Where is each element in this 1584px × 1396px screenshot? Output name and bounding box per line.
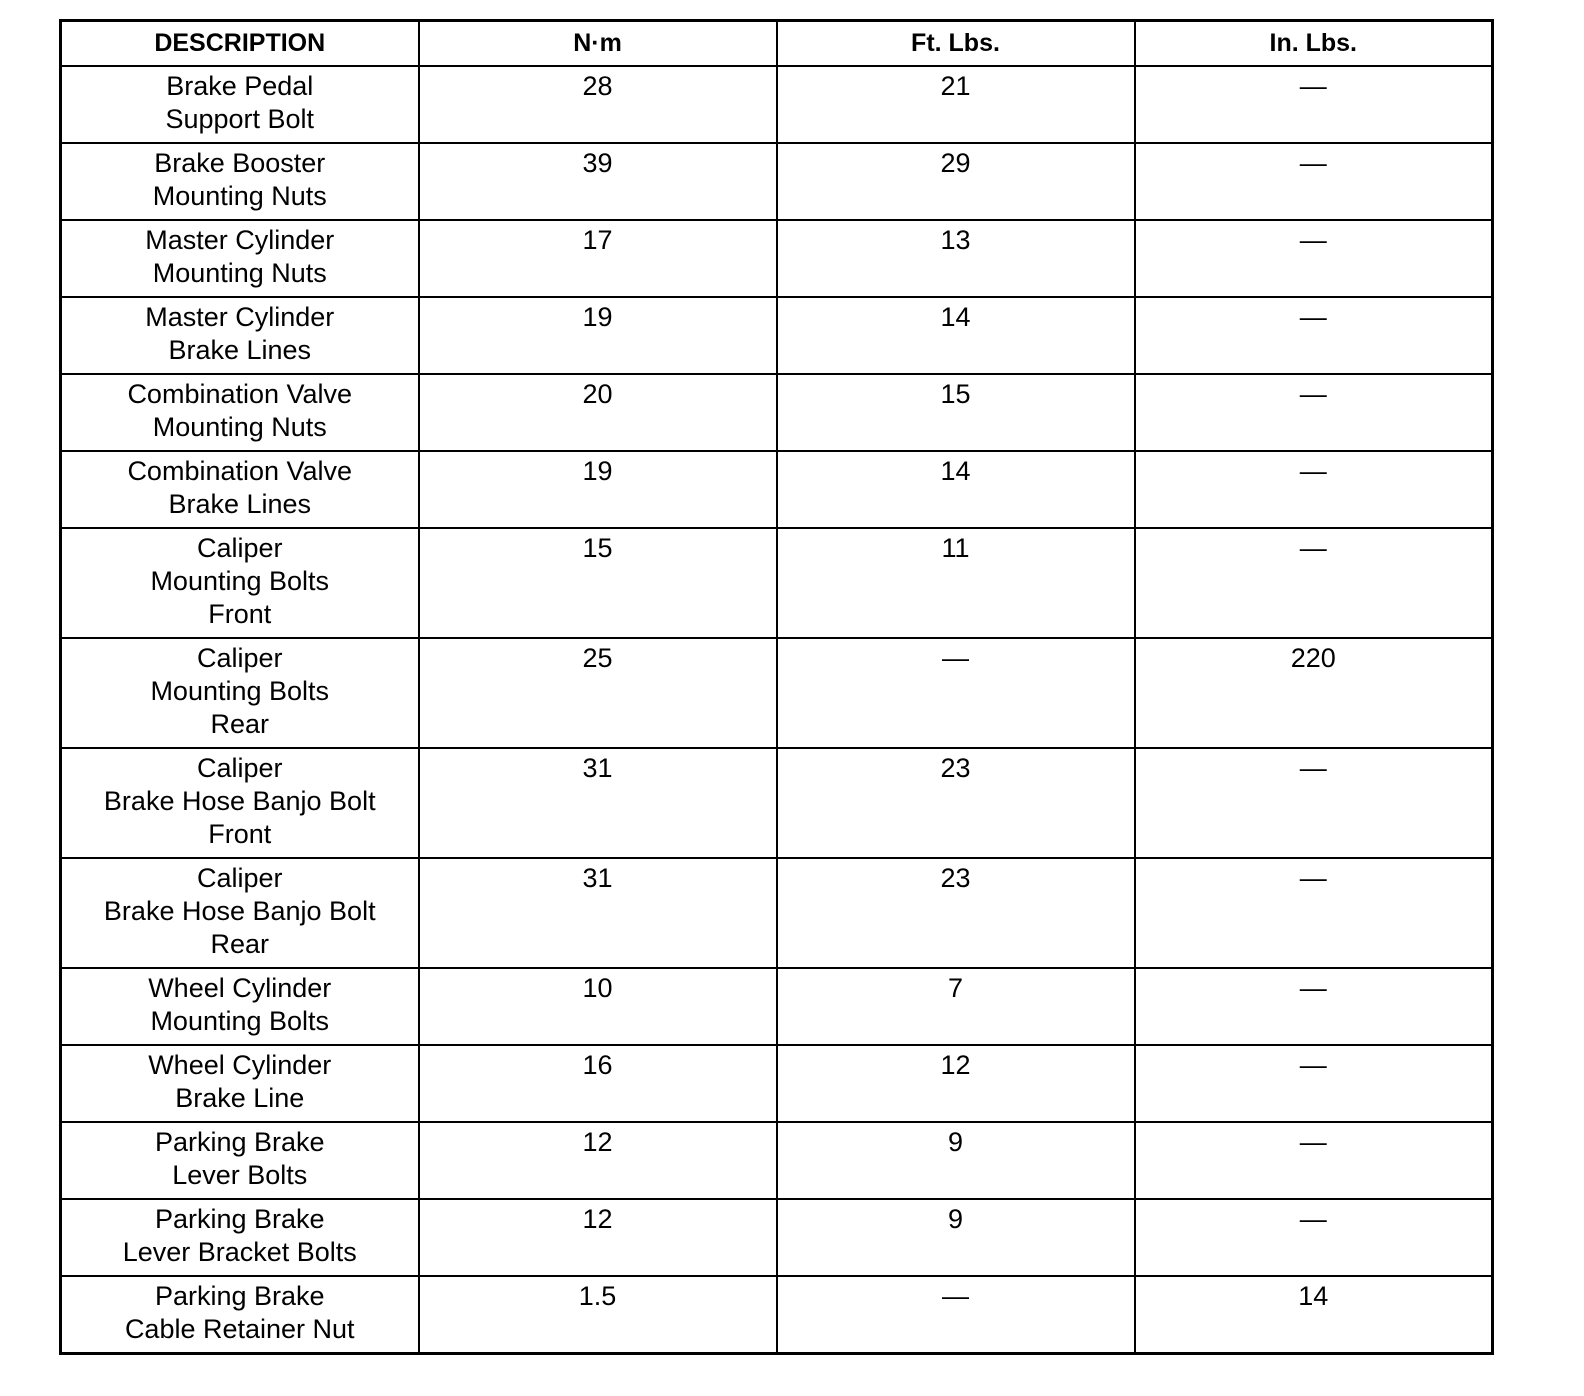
description-line: Caliper xyxy=(196,863,283,893)
description-line: Cable Retainer Nut xyxy=(124,1314,355,1344)
foot-pounds-cell: 9 xyxy=(777,1122,1135,1199)
inch-pounds-cell: — xyxy=(1135,1199,1493,1276)
foot-pounds-cell: 29 xyxy=(777,143,1135,220)
foot-pounds-cell: 7 xyxy=(777,968,1135,1045)
inch-pounds-cell: — xyxy=(1135,451,1493,528)
newton-meters-cell: 20 xyxy=(419,374,777,451)
description-line: Wheel Cylinder xyxy=(148,1050,332,1080)
description-line: Brake Hose Banjo Bolt xyxy=(103,786,376,816)
inch-pounds-cell: — xyxy=(1135,374,1493,451)
newton-meters-cell: 28 xyxy=(419,66,777,143)
description-cell xyxy=(61,66,419,143)
table-row xyxy=(61,297,1493,374)
table-row xyxy=(61,748,1493,858)
newton-meters-cell: 12 xyxy=(419,1199,777,1276)
table-body xyxy=(61,66,1493,1354)
description-cell xyxy=(61,143,419,220)
newton-meters-cell: 19 xyxy=(419,451,777,528)
description-line: Front xyxy=(208,599,272,629)
table-row xyxy=(61,451,1493,528)
table-row xyxy=(61,1199,1493,1276)
description-cell xyxy=(61,748,419,858)
inch-pounds-cell: — xyxy=(1135,968,1493,1045)
foot-pounds-cell: 12 xyxy=(777,1045,1135,1122)
foot-pounds-cell: — xyxy=(777,638,1135,748)
header-description: DESCRIPTION xyxy=(61,21,419,67)
table-row xyxy=(61,638,1493,748)
foot-pounds-cell: 23 xyxy=(777,748,1135,858)
newton-meters-cell: 15 xyxy=(419,528,777,638)
description-cell xyxy=(61,220,419,297)
newton-meters-cell: 25 xyxy=(419,638,777,748)
description-line: Brake Hose Banjo Bolt xyxy=(103,896,376,926)
header-foot-pounds: Ft. Lbs. xyxy=(777,21,1135,67)
header-newton-meters: N·m xyxy=(419,21,777,67)
description-line: Lever Bolts xyxy=(172,1160,308,1190)
inch-pounds-cell: — xyxy=(1135,297,1493,374)
newton-meters-cell: 17 xyxy=(419,220,777,297)
newton-meters-cell: 39 xyxy=(419,143,777,220)
inch-pounds-cell: — xyxy=(1135,1122,1493,1199)
description-line: Mounting Bolts xyxy=(150,1006,330,1036)
description-line: Wheel Cylinder xyxy=(148,973,332,1003)
description-cell xyxy=(61,1045,419,1122)
description-line: Mounting Nuts xyxy=(152,181,327,211)
description-line: Brake Booster xyxy=(154,148,326,178)
description-line: Brake Lines xyxy=(168,489,312,519)
description-line: Mounting Bolts xyxy=(150,676,330,706)
inch-pounds-cell: 220 xyxy=(1135,638,1493,748)
description-cell xyxy=(61,1122,419,1199)
foot-pounds-cell: 21 xyxy=(777,66,1135,143)
table-row xyxy=(61,1045,1493,1122)
description-cell xyxy=(61,858,419,968)
description-line: Brake Lines xyxy=(168,335,312,365)
foot-pounds-cell: 14 xyxy=(777,451,1135,528)
torque-specifications-table xyxy=(59,19,1494,1355)
description-line: Master Cylinder xyxy=(145,302,335,332)
description-cell xyxy=(61,1276,419,1354)
inch-pounds-cell: — xyxy=(1135,748,1493,858)
newton-meters-cell: 10 xyxy=(419,968,777,1045)
description-line: Caliper xyxy=(196,643,283,673)
description-line: Support Bolt xyxy=(165,104,315,134)
description-cell xyxy=(61,297,419,374)
inch-pounds-cell: 14 xyxy=(1135,1276,1493,1354)
description-line: Parking Brake xyxy=(154,1204,325,1234)
foot-pounds-cell: — xyxy=(777,1276,1135,1354)
newton-meters-cell: 1.5 xyxy=(419,1276,777,1354)
inch-pounds-cell: — xyxy=(1135,220,1493,297)
description-line: Caliper xyxy=(196,753,283,783)
foot-pounds-cell: 9 xyxy=(777,1199,1135,1276)
description-line: Mounting Nuts xyxy=(152,412,327,442)
foot-pounds-cell: 13 xyxy=(777,220,1135,297)
newton-meters-cell: 31 xyxy=(419,858,777,968)
description-line: Rear xyxy=(210,929,270,959)
newton-meters-cell: 31 xyxy=(419,748,777,858)
description-line: Master Cylinder xyxy=(145,225,335,255)
description-line: Parking Brake xyxy=(154,1127,325,1157)
header-row xyxy=(61,21,1493,67)
description-line: Lever Bracket Bolts xyxy=(122,1237,357,1267)
table-row xyxy=(61,143,1493,220)
description-line: Caliper xyxy=(196,533,283,563)
table-row xyxy=(61,1122,1493,1199)
description-cell xyxy=(61,374,419,451)
table-row xyxy=(61,528,1493,638)
newton-meters-cell: 19 xyxy=(419,297,777,374)
inch-pounds-cell: — xyxy=(1135,143,1493,220)
description-cell xyxy=(61,968,419,1045)
description-line: Brake Pedal xyxy=(166,71,314,101)
description-line: Brake Line xyxy=(175,1083,305,1113)
description-line: Combination Valve xyxy=(127,379,353,409)
table-row xyxy=(61,968,1493,1045)
foot-pounds-cell: 15 xyxy=(777,374,1135,451)
description-cell xyxy=(61,1199,419,1276)
table-row xyxy=(61,374,1493,451)
table-row xyxy=(61,1276,1493,1354)
foot-pounds-cell: 23 xyxy=(777,858,1135,968)
description-line: Mounting Bolts xyxy=(150,566,330,596)
foot-pounds-cell: 14 xyxy=(777,297,1135,374)
inch-pounds-cell: — xyxy=(1135,528,1493,638)
inch-pounds-cell: — xyxy=(1135,858,1493,968)
inch-pounds-cell: — xyxy=(1135,66,1493,143)
description-cell xyxy=(61,451,419,528)
foot-pounds-cell: 11 xyxy=(777,528,1135,638)
description-line: Mounting Nuts xyxy=(152,258,327,288)
table-row xyxy=(61,858,1493,968)
description-cell xyxy=(61,638,419,748)
table-row xyxy=(61,66,1493,143)
description-line: Rear xyxy=(210,709,270,739)
table-row xyxy=(61,220,1493,297)
inch-pounds-cell: — xyxy=(1135,1045,1493,1122)
description-line: Front xyxy=(208,819,272,849)
description-cell xyxy=(61,528,419,638)
newton-meters-cell: 12 xyxy=(419,1122,777,1199)
description-line: Parking Brake xyxy=(154,1281,325,1311)
description-line: Combination Valve xyxy=(127,456,353,486)
newton-meters-cell: 16 xyxy=(419,1045,777,1122)
header-inch-pounds: In. Lbs. xyxy=(1135,21,1493,67)
